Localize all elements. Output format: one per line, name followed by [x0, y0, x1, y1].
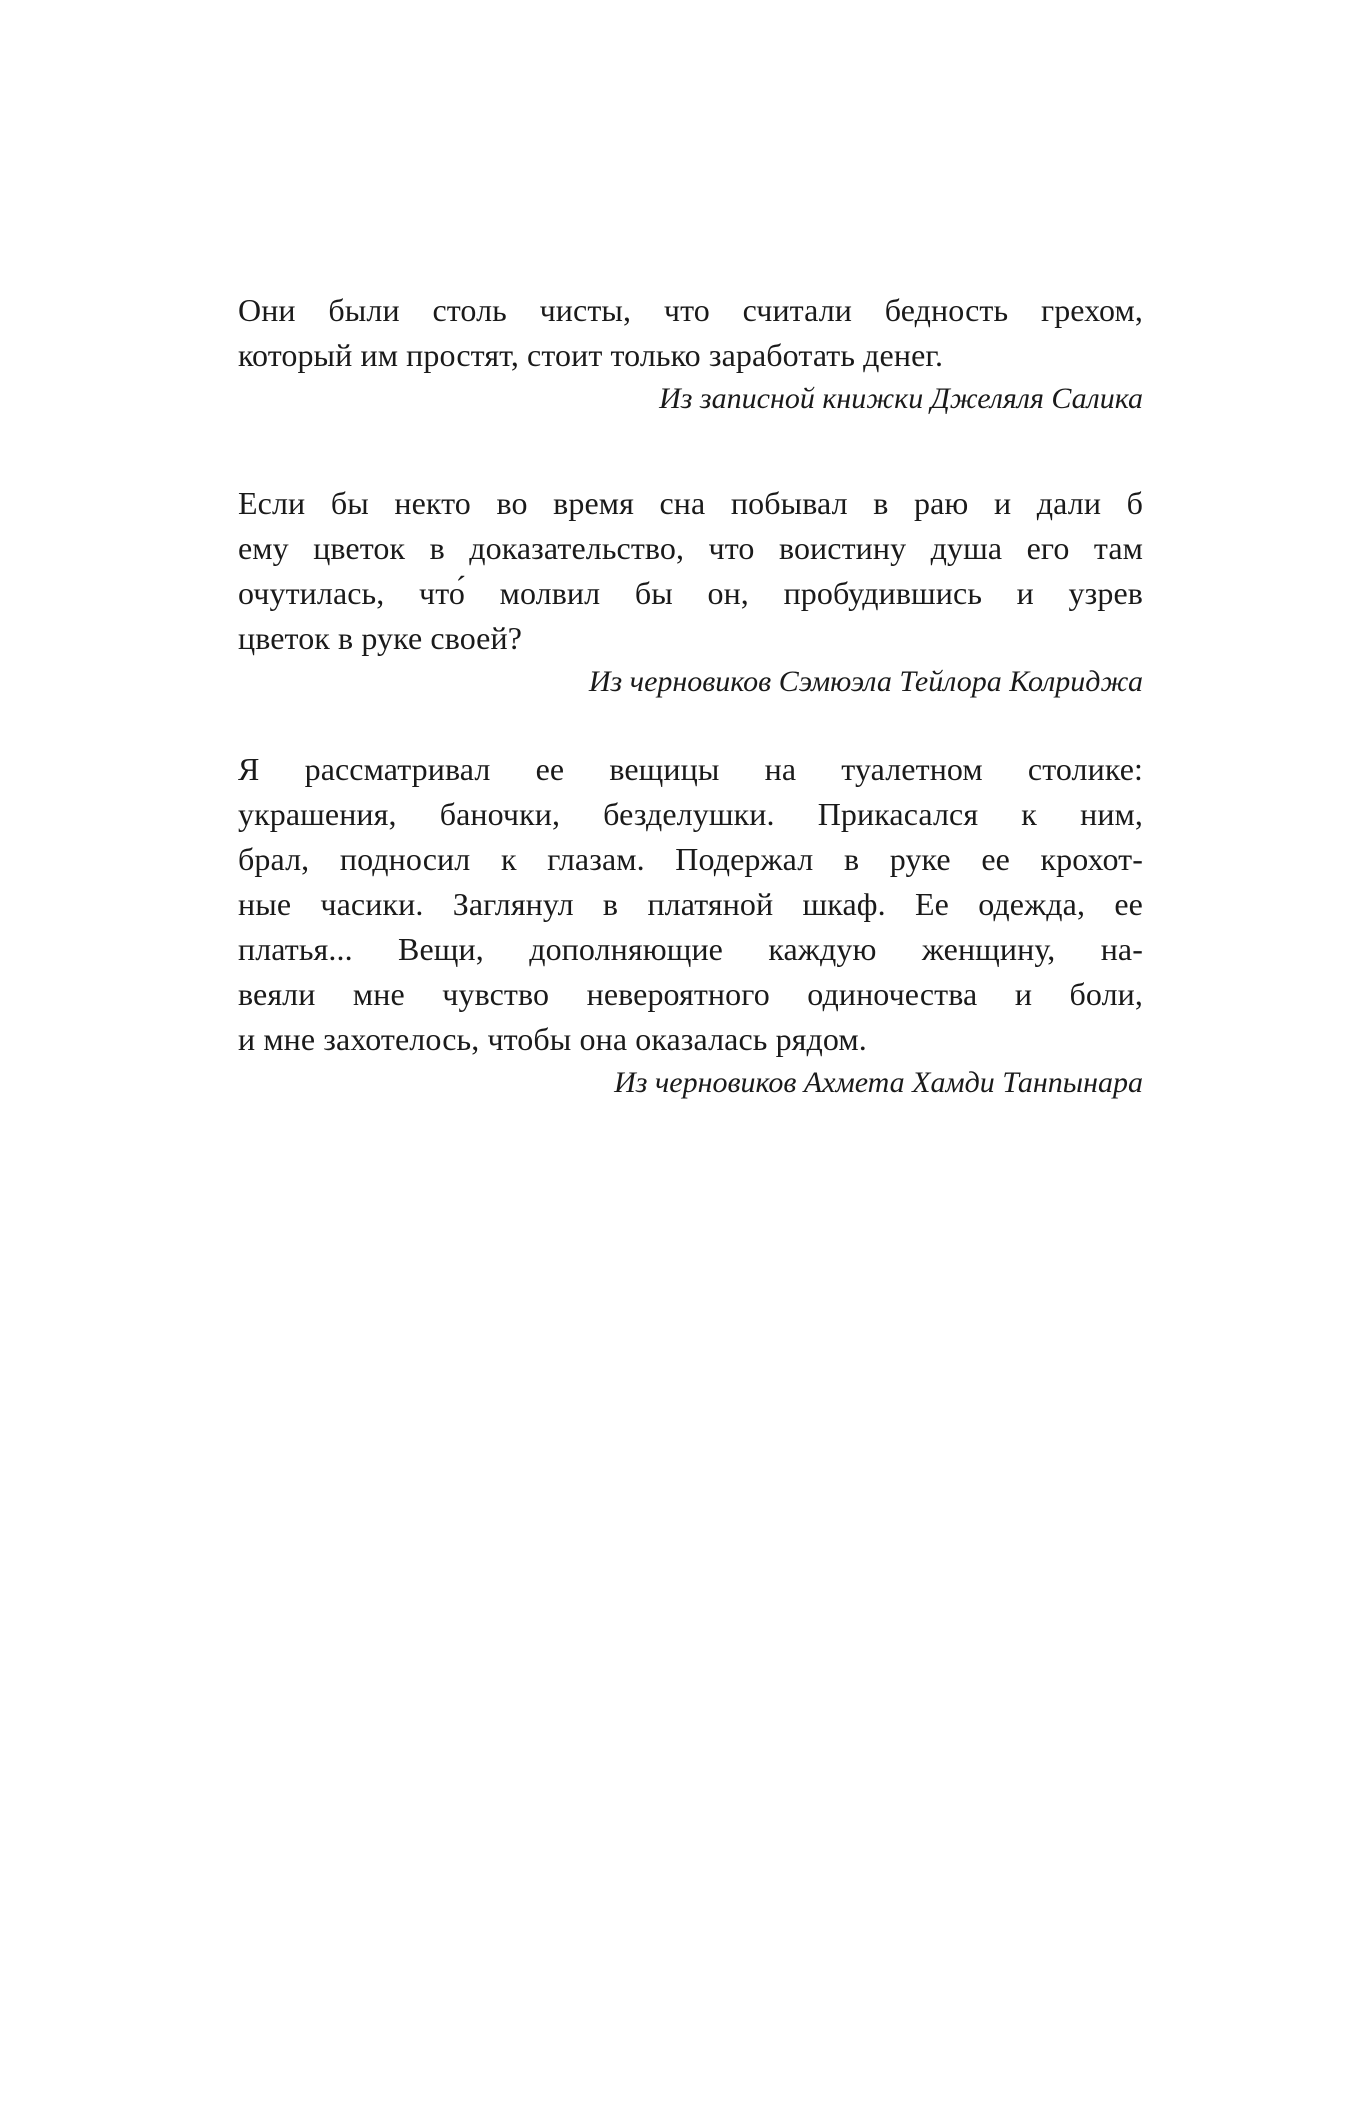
quote-line: ему цветок в доказательство, что воистину душа его там [238, 530, 1143, 566]
quote-line: очутилась, что́ молвил бы он, пробудившись и узрев [238, 575, 1143, 611]
quote-line: Они были столь чисты, что считали бедность грехом, [238, 292, 1143, 328]
epigraph-1 [238, 288, 1143, 420]
quote-line: цветок в руке своей? [238, 620, 523, 656]
quote-line: Если бы некто во время сна побывал в раю и дали б [238, 485, 1143, 521]
quote-line: и мне захотелось, чтобы она оказалась рядом. [238, 1021, 867, 1057]
epigraph-attribution: Из записной книжки Джеляля Салика [659, 382, 1143, 415]
quote-line: ные часики. Заглянул в платяной шкаф. Ее одежда, ее [238, 886, 1143, 922]
epigraph-attribution: Из черновиков Сэмюэла Тейлора Колриджа [588, 665, 1143, 698]
quote-line: Я рассматривал ее вещицы на туалетном столике: [238, 751, 1143, 787]
epigraph-2 [238, 481, 1143, 703]
quote-line: который им простят, стоит только заработать денег. [238, 337, 944, 373]
epigraph-3 [238, 747, 1143, 1104]
quote-line: платья... Вещи, дополняющие каждую женщину, на- [238, 931, 1143, 967]
quote-line: веяли мне чувство невероятного одиночества и боли, [238, 976, 1143, 1012]
quote-line: брал, подносил к глазам. Подержал в руке ее крохот- [238, 841, 1143, 877]
epigraph-attribution: Из черновиков Ахмета Хамди Танпынара [614, 1066, 1143, 1099]
quote-line: украшения, баночки, безделушки. Прикасался к ним, [238, 796, 1143, 832]
